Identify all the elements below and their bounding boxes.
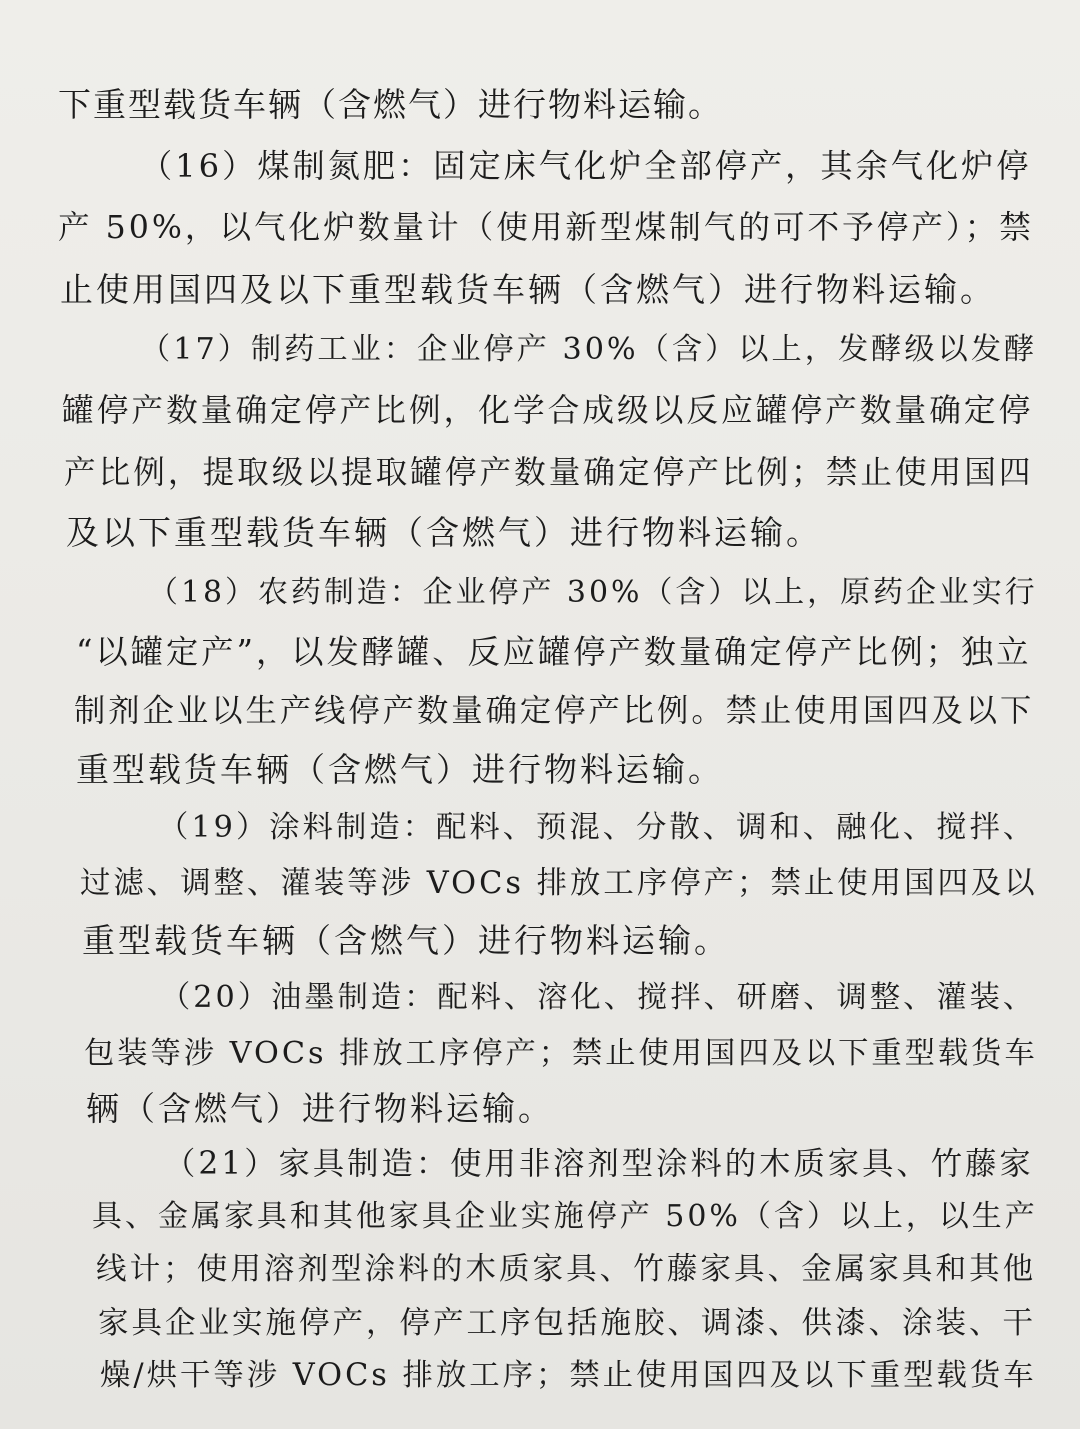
text-line: 过滤、调整、灌装等涉 VOCs 排放工序停产；禁止使用国四及以	[80, 866, 1038, 901]
text-line: （17）制药工业：企业停产 30%（含）以上，发酵级以发酵	[140, 332, 1038, 367]
text-line: （21）家具制造：使用非溶剂型涂料的木质家具、竹藤家	[164, 1146, 1034, 1182]
text-line: 包装等涉 VOCs 排放工序停产；禁止使用国四及以下重型载货车	[84, 1036, 1038, 1071]
text-line: （19）涂料制造：配料、预混、分散、调和、融化、搅拌、	[158, 810, 1037, 845]
text-line: 产比例，提取级以提取罐停产数量确定停产比例；禁止使用国四	[64, 455, 1034, 491]
text-line: 罐停产数量确定停产比例，化学合成级以反应罐停产数量确定停	[62, 393, 1034, 429]
text-line: “以罐定产”，以发酵罐、反应罐停产数量确定停产比例；独立	[76, 633, 1032, 671]
text-line: （16）煤制氮肥：固定床气化炉全部停产，其余气化炉停	[140, 147, 1032, 185]
text-line: 家具企业实施停产，停产工序包括施胶、调漆、供漆、涂装、干	[98, 1306, 1036, 1341]
text-line: 重型载货车辆（含燃气）进行物料运输。	[82, 921, 730, 960]
text-line: 重型载货车辆（含燃气）进行物料运输。	[76, 750, 724, 789]
text-line: 线计；使用溶剂型涂料的木质家具、竹藤家具、金属家具和其他	[96, 1252, 1037, 1287]
text-line: 具、金属家具和其他家具企业实施停产 50%（含）以上，以生产	[92, 1199, 1038, 1234]
text-line: 止使用国四及以下重型载货车辆（含燃气）进行物料运输。	[60, 270, 996, 309]
text-line: （18）农药制造：企业停产 30%（含）以上，原药企业实行	[148, 575, 1038, 610]
text-line: 产 50%，以气化炉数量计（使用新型煤制气的可不予停产）；禁	[58, 210, 1034, 246]
text-line: 辆（含燃气）进行物料运输。	[86, 1089, 554, 1128]
text-line: 及以下重型载货车辆（含燃气）进行物料运输。	[66, 513, 822, 552]
text-line: （20）油墨制造：配料、溶化、搅拌、研磨、调整、灌装、	[160, 980, 1037, 1015]
text-line: 下重型载货车辆（含燃气）进行物料运输。	[58, 85, 723, 124]
text-line: 燥/烘干等涉 VOCs 排放工序；禁止使用国四及以下重型载货车	[100, 1358, 1037, 1393]
text-line: 制剂企业以生产线停产数量确定停产比例。禁止使用国四及以下	[74, 693, 1035, 729]
